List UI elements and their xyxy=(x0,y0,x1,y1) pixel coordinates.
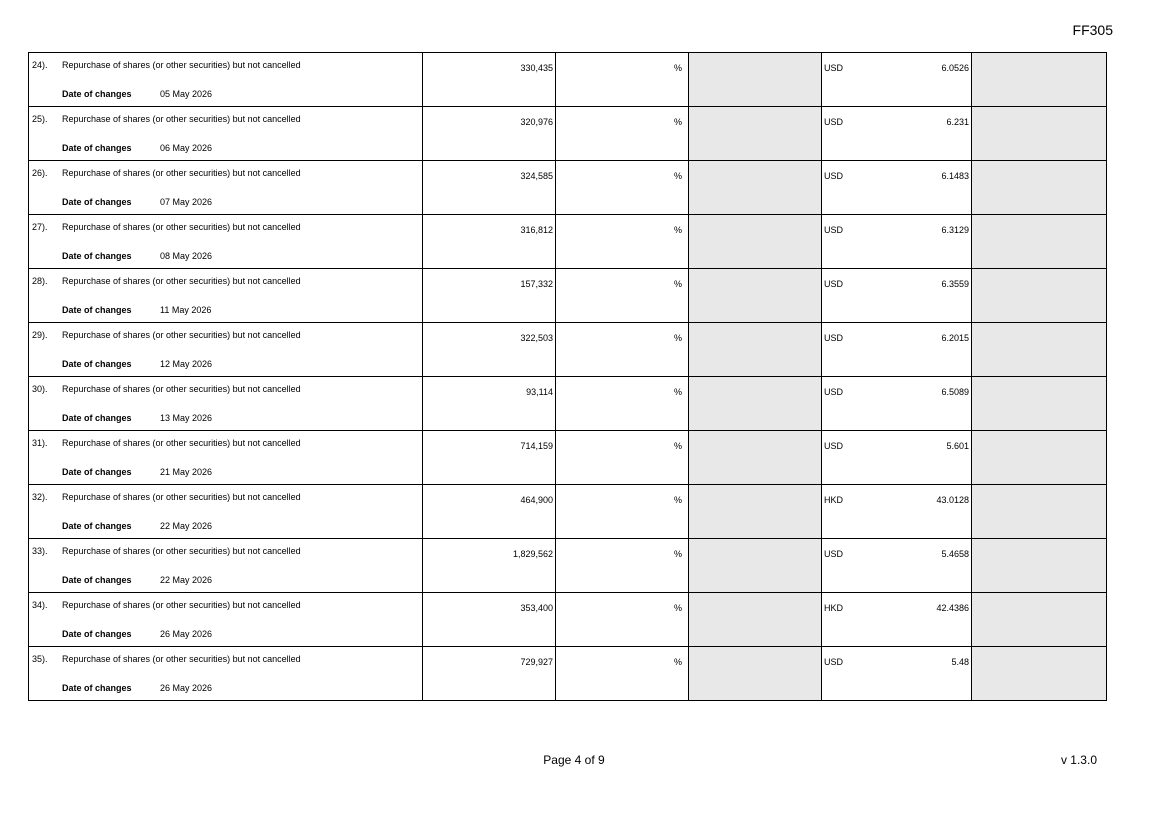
price-value: 42.4386 xyxy=(936,603,969,613)
percent-label: % xyxy=(673,657,682,667)
currency-code: USD xyxy=(824,387,844,397)
percent-label: % xyxy=(673,117,682,127)
description-cell xyxy=(29,647,423,701)
currency-code: USD xyxy=(824,225,844,235)
percent-cell xyxy=(556,215,689,269)
percent-label: % xyxy=(673,279,682,289)
description-cell xyxy=(29,53,423,107)
shaded-cell xyxy=(972,539,1107,593)
table-row xyxy=(29,539,1107,593)
currency-code: USD xyxy=(824,63,844,73)
date-of-changes-value: 26 May 2026 xyxy=(160,629,213,639)
date-of-changes-value: 26 May 2026 xyxy=(160,683,213,693)
shares-cell xyxy=(423,107,556,161)
shaded-cell xyxy=(689,107,822,161)
percent-label: % xyxy=(673,495,682,505)
shaded-cell xyxy=(689,593,822,647)
event-description: Repurchase of shares (or other securities) but not cancelled xyxy=(62,276,301,286)
price-value: 6.0526 xyxy=(941,63,969,73)
table-row xyxy=(29,107,1107,161)
price-value: 6.3129 xyxy=(941,225,969,235)
shaded-cell xyxy=(689,269,822,323)
price-cell xyxy=(822,377,972,431)
percent-label: % xyxy=(673,333,682,343)
percent-cell xyxy=(556,323,689,377)
date-of-changes-label: Date of changes xyxy=(62,629,132,639)
shares-value: 316,812 xyxy=(520,225,553,235)
percent-label: % xyxy=(673,63,682,73)
row-number: 34). xyxy=(32,600,48,610)
shares-value: 1,829,562 xyxy=(512,549,553,559)
percent-label: % xyxy=(673,171,682,181)
shares-value: 464,900 xyxy=(520,495,553,505)
shares-value: 93,114 xyxy=(526,387,553,397)
repurchase-rows xyxy=(29,53,1107,701)
event-description: Repurchase of shares (or other securities) but not cancelled xyxy=(62,546,301,556)
currency-code: HKD xyxy=(824,603,844,613)
price-cell xyxy=(822,53,972,107)
date-of-changes-label: Date of changes xyxy=(62,143,132,153)
shares-cell xyxy=(423,161,556,215)
shaded-cell xyxy=(972,647,1107,701)
date-of-changes-label: Date of changes xyxy=(62,467,132,477)
repurchase-table xyxy=(28,52,1107,701)
date-of-changes-value: 12 May 2026 xyxy=(160,359,213,369)
date-of-changes-value: 13 May 2026 xyxy=(160,413,213,423)
date-of-changes-label: Date of changes xyxy=(62,521,132,531)
date-of-changes-value: 06 May 2026 xyxy=(160,143,213,153)
shares-value: 157,332 xyxy=(520,279,553,289)
shaded-cell xyxy=(689,161,822,215)
shaded-cell xyxy=(689,431,822,485)
shaded-cell xyxy=(972,269,1107,323)
event-description: Repurchase of shares (or other securities) but not cancelled xyxy=(62,384,301,394)
currency-code: USD xyxy=(824,279,844,289)
price-cell xyxy=(822,485,972,539)
date-of-changes-label: Date of changes xyxy=(62,305,132,315)
percent-cell xyxy=(556,269,689,323)
price-value: 5.48 xyxy=(951,657,969,667)
price-value: 6.1483 xyxy=(941,171,969,181)
table-row xyxy=(29,647,1107,701)
shares-cell xyxy=(423,53,556,107)
shaded-cell xyxy=(689,539,822,593)
row-number: 29). xyxy=(32,330,48,340)
event-description: Repurchase of shares (or other securities) but not cancelled xyxy=(62,114,301,124)
event-description: Repurchase of shares (or other securities) but not cancelled xyxy=(62,438,301,448)
date-of-changes-value: 07 May 2026 xyxy=(160,197,213,207)
shaded-cell xyxy=(972,161,1107,215)
table-row xyxy=(29,431,1107,485)
description-cell xyxy=(29,215,423,269)
table-row xyxy=(29,161,1107,215)
form-code: FF305 xyxy=(1072,22,1113,38)
shares-cell xyxy=(423,485,556,539)
date-of-changes-value: 22 May 2026 xyxy=(160,575,213,585)
shaded-cell xyxy=(972,593,1107,647)
price-cell xyxy=(822,647,972,701)
table-row xyxy=(29,215,1107,269)
price-value: 6.3559 xyxy=(941,279,969,289)
shaded-cell xyxy=(972,323,1107,377)
row-number: 28). xyxy=(32,276,48,286)
shaded-cell xyxy=(972,53,1107,107)
shaded-cell xyxy=(972,431,1107,485)
date-of-changes-value: 22 May 2026 xyxy=(160,521,213,531)
percent-label: % xyxy=(673,225,682,235)
description-cell xyxy=(29,593,423,647)
percent-cell xyxy=(556,107,689,161)
shares-value: 324,585 xyxy=(520,171,553,181)
price-cell xyxy=(822,215,972,269)
shares-value: 330,435 xyxy=(520,63,553,73)
event-description: Repurchase of shares (or other securities) but not cancelled xyxy=(62,222,301,232)
shares-cell xyxy=(423,647,556,701)
description-cell xyxy=(29,107,423,161)
price-value: 6.2015 xyxy=(941,333,969,343)
price-value: 6.5089 xyxy=(941,387,969,397)
percent-cell xyxy=(556,161,689,215)
price-cell xyxy=(822,323,972,377)
description-cell xyxy=(29,377,423,431)
percent-cell xyxy=(556,53,689,107)
date-of-changes-value: 21 May 2026 xyxy=(160,467,213,477)
price-cell xyxy=(822,161,972,215)
row-number: 24). xyxy=(32,60,48,70)
percent-cell xyxy=(556,377,689,431)
currency-code: USD xyxy=(824,657,844,667)
percent-label: % xyxy=(673,603,682,613)
table-row xyxy=(29,323,1107,377)
shaded-cell xyxy=(689,323,822,377)
shaded-cell xyxy=(689,647,822,701)
shaded-cell xyxy=(689,485,822,539)
table-row xyxy=(29,377,1107,431)
price-cell xyxy=(822,539,972,593)
price-value: 5.4658 xyxy=(941,549,969,559)
price-value: 6.231 xyxy=(946,117,969,127)
price-value: 5.601 xyxy=(946,441,969,451)
table-row xyxy=(29,485,1107,539)
row-number: 35). xyxy=(32,654,48,664)
price-cell xyxy=(822,431,972,485)
shaded-cell xyxy=(972,215,1107,269)
currency-code: HKD xyxy=(824,495,844,505)
date-of-changes-label: Date of changes xyxy=(62,683,132,693)
currency-code: USD xyxy=(824,171,844,181)
page-number: Page 4 of 9 xyxy=(543,753,605,767)
version-label: v 1.3.0 xyxy=(1060,753,1097,767)
shares-value: 320,976 xyxy=(520,117,553,127)
shares-cell xyxy=(423,593,556,647)
shares-value: 322,503 xyxy=(520,333,553,343)
description-cell xyxy=(29,431,423,485)
date-of-changes-label: Date of changes xyxy=(62,413,132,423)
event-description: Repurchase of shares (or other securities) but not cancelled xyxy=(62,600,301,610)
price-cell xyxy=(822,269,972,323)
table-row xyxy=(29,269,1107,323)
currency-code: USD xyxy=(824,333,844,343)
percent-label: % xyxy=(673,387,682,397)
description-cell xyxy=(29,485,423,539)
shares-cell xyxy=(423,539,556,593)
percent-cell xyxy=(556,485,689,539)
event-description: Repurchase of shares (or other securities) but not cancelled xyxy=(62,168,301,178)
price-cell xyxy=(822,593,972,647)
shaded-cell xyxy=(972,377,1107,431)
row-number: 31). xyxy=(32,438,48,448)
event-description: Repurchase of shares (or other securities) but not cancelled xyxy=(62,330,301,340)
description-cell xyxy=(29,161,423,215)
row-number: 25). xyxy=(32,114,48,124)
event-description: Repurchase of shares (or other securities) but not cancelled xyxy=(62,654,301,664)
date-of-changes-value: 08 May 2026 xyxy=(160,251,213,261)
shaded-cell xyxy=(689,53,822,107)
shares-cell xyxy=(423,431,556,485)
date-of-changes-label: Date of changes xyxy=(62,575,132,585)
shares-value: 729,927 xyxy=(520,657,553,667)
description-cell xyxy=(29,323,423,377)
event-description: Repurchase of shares (or other securities) but not cancelled xyxy=(62,60,301,70)
percent-cell xyxy=(556,539,689,593)
date-of-changes-value: 11 May 2026 xyxy=(160,305,212,315)
shares-value: 353,400 xyxy=(520,603,553,613)
shaded-cell xyxy=(689,215,822,269)
row-number: 27). xyxy=(32,222,48,232)
date-of-changes-value: 05 May 2026 xyxy=(160,89,213,99)
shaded-cell xyxy=(972,107,1107,161)
percent-cell xyxy=(556,593,689,647)
description-cell xyxy=(29,269,423,323)
percent-label: % xyxy=(673,441,682,451)
date-of-changes-label: Date of changes xyxy=(62,359,132,369)
date-of-changes-label: Date of changes xyxy=(62,251,132,261)
shares-cell xyxy=(423,323,556,377)
shaded-cell xyxy=(689,377,822,431)
row-number: 33). xyxy=(32,546,48,556)
currency-code: USD xyxy=(824,117,844,127)
date-of-changes-label: Date of changes xyxy=(62,197,132,207)
table-row xyxy=(29,53,1107,107)
shares-cell xyxy=(423,215,556,269)
percent-cell xyxy=(556,647,689,701)
percent-cell xyxy=(556,431,689,485)
price-cell xyxy=(822,107,972,161)
row-number: 30). xyxy=(32,384,48,394)
shares-cell xyxy=(423,377,556,431)
shares-cell xyxy=(423,269,556,323)
shares-value: 714,159 xyxy=(520,441,553,451)
table-row xyxy=(29,593,1107,647)
row-number: 26). xyxy=(32,168,48,178)
description-cell xyxy=(29,539,423,593)
currency-code: USD xyxy=(824,441,844,451)
row-number: 32). xyxy=(32,492,48,502)
event-description: Repurchase of shares (or other securities) but not cancelled xyxy=(62,492,301,502)
currency-code: USD xyxy=(824,549,844,559)
price-value: 43.0128 xyxy=(936,495,969,505)
shaded-cell xyxy=(972,485,1107,539)
date-of-changes-label: Date of changes xyxy=(62,89,132,99)
percent-label: % xyxy=(673,549,682,559)
